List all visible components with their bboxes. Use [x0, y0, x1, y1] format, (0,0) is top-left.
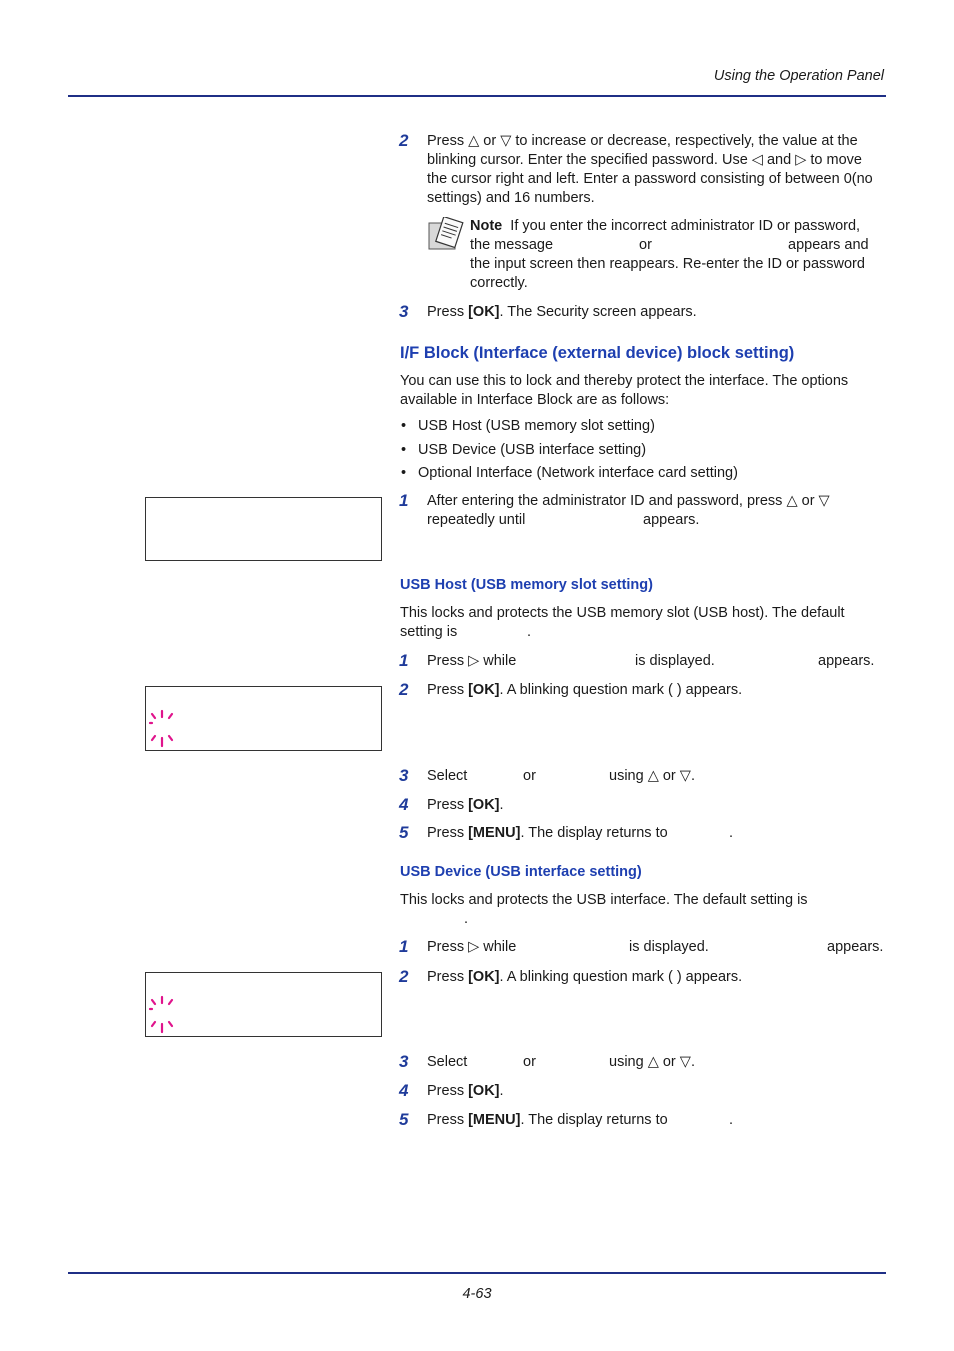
step-number: 4: [399, 795, 409, 814]
note-text: Note If you enter the incorrect administrator ID or password, the message or appears and the input screen then reappears. Re-enter the ID or password correctly.: [470, 218, 869, 291]
step-number: 4: [399, 1081, 409, 1100]
step-number: 3: [399, 302, 409, 321]
step-text: Press [OK]. The Security screen appears.: [427, 304, 697, 320]
blinking-cursor-icon: [148, 709, 176, 749]
note-icon: [427, 217, 467, 251]
step-number: 1: [399, 491, 409, 510]
bullet-marker: •: [401, 465, 407, 481]
bullet-item: USB Host (USB memory slot setting): [418, 418, 655, 434]
step-text: Select or using △ or ▽.: [427, 1054, 695, 1070]
step-number: 3: [399, 1052, 409, 1071]
subsection-heading: USB Host (USB memory slot setting): [400, 577, 653, 593]
blinking-cursor-icon: [148, 995, 176, 1035]
step-number: 1: [399, 651, 409, 670]
subsection-intro: This locks and protects the USB interface. The default setting is .: [400, 892, 808, 927]
step-number: 2: [399, 131, 409, 150]
bullet-marker: •: [401, 442, 407, 458]
lcd-display: [145, 972, 382, 1037]
step-text: Press [MENU]. The display returns to .: [427, 825, 734, 841]
step-number: 3: [399, 766, 409, 785]
step-text: Press [OK]. A blinking question mark ( ) appears.: [427, 682, 743, 698]
bullet-item: Optional Interface (Network interface card setting): [418, 465, 738, 481]
lcd-display: [145, 497, 382, 561]
step-text: Press [OK].: [427, 1083, 504, 1099]
subsection-intro: This locks and protects the USB memory slot (USB host). The default setting is .: [400, 605, 845, 640]
footer-rule: [68, 1272, 886, 1274]
note-label: Note: [470, 218, 503, 234]
bullet-marker: •: [401, 418, 407, 434]
step-text: Press [OK]. A blinking question mark ( ) appears.: [427, 969, 743, 985]
page-number: 4-63: [462, 1286, 492, 1302]
step-number: 2: [399, 967, 409, 986]
step-text: Press [MENU]. The display returns to .: [427, 1112, 734, 1128]
step-number: 5: [399, 1110, 409, 1129]
section-intro: You can use this to lock and thereby protect the interface. The options available in Interface Block are as follows:: [400, 373, 849, 408]
step-number: 5: [399, 823, 409, 842]
section-heading: I/F Block (Interface (external device) block setting): [400, 344, 795, 362]
step-text: Press ▷ while is displayed. appears.: [427, 939, 884, 955]
bullet-item: USB Device (USB interface setting): [418, 442, 647, 458]
running-header: Using the Operation Panel: [713, 68, 884, 84]
step-number: 1: [399, 937, 409, 956]
step-number: 2: [399, 680, 409, 699]
subsection-heading: USB Device (USB interface setting): [400, 864, 642, 880]
step-text: Select or using △ or ▽.: [427, 768, 695, 784]
step-text: Press [OK].: [427, 797, 504, 813]
step-text: After entering the administrator ID and password, press △ or ▽ repeatedly until appears.: [427, 493, 830, 528]
step-text: Press △ or ▽ to increase or decrease, respectively, the value at the blinking cursor. Enter the specified password. Use ◁ and ▷ to move the cursor right and left. Enter a password consisting of between 0(no settings) and 16 numbers.: [427, 133, 873, 206]
step-text: Press ▷ while is displayed. appears.: [427, 653, 875, 669]
header-rule: [68, 95, 886, 97]
lcd-display: [145, 686, 382, 751]
